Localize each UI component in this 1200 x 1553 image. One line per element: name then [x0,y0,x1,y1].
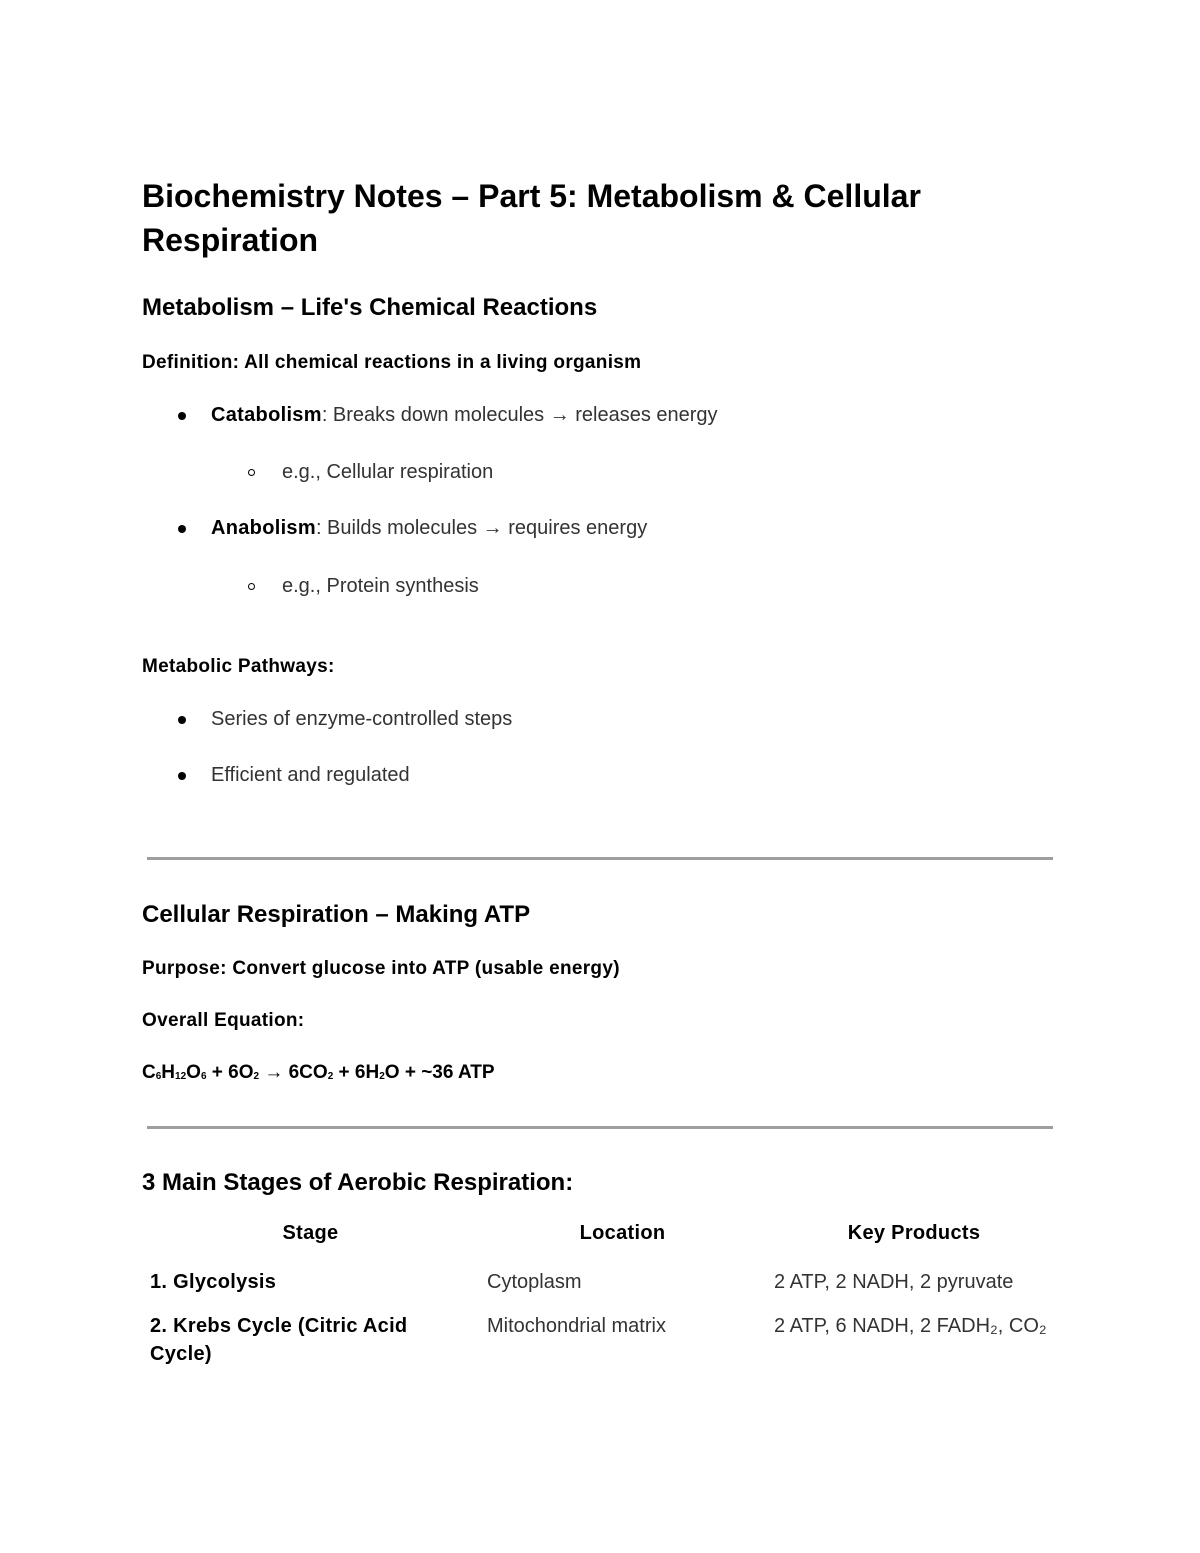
stages-table [142,1216,1062,1376]
horizontal-divider [147,857,1053,860]
products-cell: 2 ATP, 6 NADH, 2 FADH₂, CO₂ [774,1315,1047,1337]
metabolism-heading: Metabolism – Life's Chemical Reactions [142,294,598,321]
horizontal-divider [147,1126,1053,1129]
pathway-text: Efficient and regulated [211,764,410,786]
respiration-heading: Cellular Respiration – Making ATP [142,901,531,928]
column-header-stage: Stage [282,1222,339,1244]
bullet-dot-icon [178,412,186,420]
overall-equation: $C_6H_{12}O_6 + 6O_2 \to 6CO_2 + 6H_2O$ + ~36 ATP [142,1062,495,1083]
catabolism-term: Catabolism [211,404,322,426]
metabolism-definition: Definition: All chemical reactions in a living organism [142,352,642,373]
bullet-circle-icon [248,469,255,476]
pathway-text: Series of enzyme-controlled steps [211,708,513,730]
metabolic-pathways-label: Metabolic Pathways: [142,656,335,677]
products-cell: 2 ATP, 2 NADH, 2 pyruvate [774,1271,1014,1293]
respiration-purpose: Purpose: Convert glucose into ATP (usable energy) [142,958,620,979]
stage-cell: 2. Krebs Cycle (Citric Acid Cycle) [150,1315,408,1365]
location-cell: Mitochondrial matrix [487,1315,666,1337]
page-title: Biochemistry Notes – Part 5: Metabolism & Cellular Respiration [142,178,921,258]
table-row [142,1260,1062,1304]
table-row [142,1304,1062,1376]
anabolism-description: : Builds molecules → requires energy [315,517,648,539]
equation-label: Overall Equation: [142,1010,305,1031]
stages-heading: 3 Main Stages of Aerobic Respiration: [142,1169,574,1196]
catabolism-description: : Breaks down molecules → releases energy [321,404,718,426]
bullet-dot-icon [178,772,186,780]
column-header-location: Location [579,1222,666,1244]
bullet-circle-icon [248,583,255,590]
location-cell: Cytoplasm [487,1271,582,1293]
column-header-key-products: Key Products [847,1222,981,1244]
bullet-dot-icon [178,716,186,724]
anabolism-example: e.g., Protein synthesis [282,575,479,597]
table-header-row [142,1216,1062,1260]
catabolism-example: e.g., Cellular respiration [282,461,494,483]
stage-cell: 1. Glycolysis [150,1271,277,1293]
bullet-dot-icon [178,525,186,533]
anabolism-term: Anabolism [211,517,316,539]
